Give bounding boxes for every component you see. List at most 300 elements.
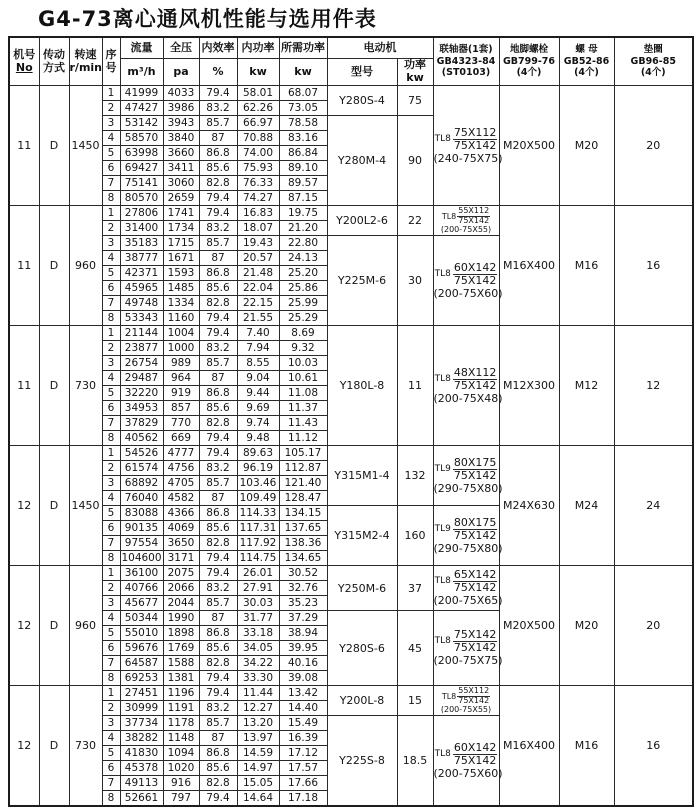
cell-power: 22.15 (237, 296, 279, 311)
cell-anchor-bolt: M16X400 (499, 206, 559, 326)
cell-flow: 69427 (120, 161, 163, 176)
cell-seq: 3 (102, 596, 120, 611)
cell-power: 7.40 (237, 326, 279, 341)
cell-power: 114.75 (237, 551, 279, 566)
cell-efficiency: 87 (199, 731, 237, 746)
cell-power: 9.69 (237, 401, 279, 416)
cell-motor-model: Y280S-6 (327, 611, 397, 686)
scanned-document-page (0, 3, 700, 804)
col-header-flow: 流量 (120, 37, 163, 59)
cell-efficiency: 85.7 (199, 116, 237, 131)
cell-required-power: 25.20 (279, 266, 327, 281)
coupling-upper-size: 75X142 (453, 628, 497, 642)
cell-power: 14.64 (237, 791, 279, 807)
cell-efficiency: 79.4 (199, 431, 237, 446)
coupling-type: TL8 (434, 373, 451, 384)
cell-required-power: 16.39 (279, 731, 327, 746)
fan-data-row (9, 86, 693, 101)
cell-seq: 2 (102, 581, 120, 596)
cell-machine-no: 12 (9, 566, 39, 686)
cell-flow: 50344 (120, 611, 163, 626)
cell-pressure: 1734 (163, 221, 199, 236)
cell-flow: 69253 (120, 671, 163, 686)
cell-flow: 45677 (120, 596, 163, 611)
cell-required-power: 78.58 (279, 116, 327, 131)
cell-nut: M12 (559, 326, 614, 446)
cell-flow: 40766 (120, 581, 163, 596)
coupling-note: (200-75X48) (433, 391, 503, 405)
cell-power: 18.07 (237, 221, 279, 236)
cell-pressure: 1000 (163, 341, 199, 356)
cell-power: 11.44 (237, 686, 279, 701)
cell-machine-no: 11 (9, 86, 39, 206)
cell-required-power: 19.75 (279, 206, 327, 221)
cell-seq: 2 (102, 461, 120, 476)
cell-power: 15.05 (237, 776, 279, 791)
cell-pressure: 1898 (163, 626, 199, 641)
cell-flow: 58570 (120, 131, 163, 146)
cell-seq: 2 (102, 221, 120, 236)
cell-required-power: 9.32 (279, 341, 327, 356)
cell-seq: 7 (102, 296, 120, 311)
cell-required-power: 37.29 (279, 611, 327, 626)
col-header-power-unit: kw (237, 59, 279, 86)
cell-efficiency: 79.4 (199, 566, 237, 581)
cell-pressure: 916 (163, 776, 199, 791)
cell-power: 8.55 (237, 356, 279, 371)
col-header-flow-unit: m³/h (120, 59, 163, 86)
cell-motor-model: Y280M-4 (327, 116, 397, 206)
cell-motor-power: 30 (397, 236, 433, 326)
cell-efficiency: 83.2 (199, 701, 237, 716)
cell-flow: 27451 (120, 686, 163, 701)
cell-seq: 6 (102, 401, 120, 416)
cell-efficiency: 82.8 (199, 416, 237, 431)
cell-seq: 4 (102, 731, 120, 746)
cell-power: 9.04 (237, 371, 279, 386)
cell-efficiency: 82.8 (199, 536, 237, 551)
cell-motor-power: 160 (397, 506, 433, 566)
cell-motor-power: 22 (397, 206, 433, 236)
cell-flow: 55010 (120, 626, 163, 641)
cell-required-power: 25.86 (279, 281, 327, 296)
cell-efficiency: 79.4 (199, 671, 237, 686)
cell-required-power: 86.84 (279, 146, 327, 161)
cell-efficiency: 86.8 (199, 746, 237, 761)
cell-flow: 41999 (120, 86, 163, 101)
cell-flow: 53343 (120, 311, 163, 326)
cell-required-power: 89.57 (279, 176, 327, 191)
cell-pressure: 1191 (163, 701, 199, 716)
cell-pressure: 3840 (163, 131, 199, 146)
cell-flow: 38777 (120, 251, 163, 266)
cell-pressure: 1004 (163, 326, 199, 341)
coupling-type: TL8 (441, 691, 457, 701)
cell-seq: 3 (102, 116, 120, 131)
cell-pressure: 1671 (163, 251, 199, 266)
cell-flow: 30999 (120, 701, 163, 716)
cell-pressure: 3660 (163, 146, 199, 161)
cell-required-power: 40.16 (279, 656, 327, 671)
cell-drive-mode: D (39, 446, 69, 566)
cell-nut: M16 (559, 206, 614, 326)
cell-seq: 7 (102, 416, 120, 431)
cell-efficiency: 83.2 (199, 101, 237, 116)
cell-power: 34.05 (237, 641, 279, 656)
cell-power: 34.22 (237, 656, 279, 671)
cell-efficiency: 85.6 (199, 161, 237, 176)
coupling-type: TL8 (441, 211, 457, 221)
cell-efficiency: 86.8 (199, 506, 237, 521)
cell-power: 7.94 (237, 341, 279, 356)
cell-power: 70.88 (237, 131, 279, 146)
cell-required-power: 68.07 (279, 86, 327, 101)
col-header-required-power-unit: kw (279, 59, 327, 86)
cell-pressure: 4069 (163, 521, 199, 536)
cell-seq: 5 (102, 386, 120, 401)
header-row-1 (9, 37, 693, 59)
cell-flow: 36100 (120, 566, 163, 581)
coupling-type: TL8 (434, 576, 451, 586)
col-header-efficiency-unit: % (199, 59, 237, 86)
coupling-type: TL8 (434, 133, 451, 144)
cell-seq: 2 (102, 101, 120, 116)
cell-seq: 1 (102, 326, 120, 341)
cell-power: 74.27 (237, 191, 279, 206)
coupling-note: (200-75X65) (433, 594, 503, 608)
cell-speed: 730 (69, 326, 102, 446)
cell-required-power: 11.43 (279, 416, 327, 431)
cell-efficiency: 79.4 (199, 191, 237, 206)
cell-required-power: 17.12 (279, 746, 327, 761)
cell-pressure: 2659 (163, 191, 199, 206)
col-header-pressure-unit: pa (163, 59, 199, 86)
cell-efficiency: 87 (199, 611, 237, 626)
coupling-lower-size: 75X142 (453, 753, 497, 767)
fan-table-body (9, 86, 693, 807)
cell-seq: 7 (102, 176, 120, 191)
col-header-pressure: 全压 (163, 37, 199, 59)
cell-seq: 5 (102, 746, 120, 761)
cell-required-power: 38.94 (279, 626, 327, 641)
cell-required-power: 30.52 (279, 566, 327, 581)
cell-efficiency: 79.4 (199, 686, 237, 701)
cell-seq: 8 (102, 191, 120, 206)
cell-efficiency: 86.8 (199, 266, 237, 281)
col-header-machine-no: 机号 No (9, 37, 39, 86)
cell-flow: 21144 (120, 326, 163, 341)
cell-required-power: 11.08 (279, 386, 327, 401)
coupling-note: (200-75X55) (440, 225, 492, 234)
cell-efficiency: 82.8 (199, 176, 237, 191)
cell-flow: 47427 (120, 101, 163, 116)
cell-flow: 37829 (120, 416, 163, 431)
cell-required-power: 24.13 (279, 251, 327, 266)
coupling-upper-size: 75X112 (453, 125, 497, 139)
cell-efficiency: 85.7 (199, 476, 237, 491)
cell-motor-power: 45 (397, 611, 433, 686)
cell-power: 22.04 (237, 281, 279, 296)
coupling-upper-size: 55X112 (458, 686, 490, 696)
cell-flow: 104600 (121, 551, 162, 564)
fan-data-row (9, 566, 693, 581)
cell-power: 33.30 (237, 671, 279, 686)
cell-efficiency: 79.4 (199, 446, 237, 461)
cell-washer: 24 (614, 446, 693, 566)
cell-required-power: 14.40 (279, 701, 327, 716)
cell-efficiency: 87 (199, 131, 237, 146)
cell-pressure: 1148 (163, 731, 199, 746)
cell-required-power: 134.65 (279, 551, 327, 566)
cell-seq: 1 (102, 566, 120, 581)
cell-nut: M24 (559, 446, 614, 566)
cell-flow: 53142 (120, 116, 163, 131)
cell-drive-mode: D (39, 566, 69, 686)
cell-required-power: 25.29 (279, 311, 327, 326)
cell-power: 96.19 (237, 461, 279, 476)
coupling-note: (290-75X80) (433, 481, 503, 495)
cell-efficiency: 86.8 (199, 146, 237, 161)
cell-coupling (433, 236, 503, 326)
cell-motor-power: 18.5 (397, 716, 433, 807)
cell-power: 117.31 (237, 521, 279, 536)
cell-power: 76.33 (237, 176, 279, 191)
cell-required-power: 22.80 (279, 236, 327, 251)
cell-coupling (433, 506, 503, 566)
cell-machine-no: 11 (9, 326, 39, 446)
cell-efficiency: 82.8 (199, 656, 237, 671)
cell-seq: 8 (102, 311, 120, 326)
cell-pressure: 4705 (163, 476, 199, 491)
col-header-motor-model: 型号 (327, 59, 397, 86)
cell-required-power: 121.40 (279, 476, 327, 491)
col-header-efficiency: 内效率 (199, 37, 237, 59)
cell-power: 16.83 (237, 206, 279, 221)
cell-motor-power: 132 (397, 446, 433, 506)
cell-required-power: 105.17 (279, 446, 327, 461)
cell-efficiency: 79.4 (199, 326, 237, 341)
coupling-upper-size: 60X142 (453, 740, 497, 754)
cell-efficiency: 82.8 (199, 776, 237, 791)
coupling-upper-size: 80X175 (453, 515, 497, 529)
fan-data-row (9, 326, 693, 341)
cell-pressure: 3943 (163, 116, 199, 131)
cell-required-power: 138.36 (279, 536, 327, 551)
cell-machine-no: 11 (9, 206, 39, 326)
cell-flow: 61574 (120, 461, 163, 476)
coupling-upper-size: 48X112 (453, 365, 497, 379)
cell-efficiency: 85.6 (199, 761, 237, 776)
cell-flow: 31400 (120, 221, 163, 236)
cell-flow: 34953 (120, 401, 163, 416)
cell-efficiency: 79.4 (199, 311, 237, 326)
cell-seq: 2 (102, 341, 120, 356)
cell-pressure: 3650 (163, 536, 199, 551)
cell-flow: 80570 (120, 191, 163, 206)
cell-coupling (433, 446, 503, 506)
cell-washer: 20 (614, 566, 693, 686)
col-header-coupling: 联轴器(1套) GB4323-84 (ST0103) (433, 37, 499, 86)
cell-seq: 1 (102, 206, 120, 221)
cell-required-power: 13.42 (279, 686, 327, 701)
cell-power: 58.01 (237, 86, 279, 101)
cell-power: 103.46 (237, 476, 279, 491)
coupling-lower-size: 75X142 (453, 528, 497, 542)
cell-flow: 29487 (120, 371, 163, 386)
cell-power: 9.44 (237, 386, 279, 401)
cell-seq: 3 (102, 476, 120, 491)
cell-flow: 26754 (120, 356, 163, 371)
cell-anchor-bolt: M24X630 (499, 446, 559, 566)
coupling-upper-size: 65X142 (453, 568, 497, 582)
coupling-note: (200-75X60) (433, 286, 503, 300)
cell-washer: 16 (614, 206, 693, 326)
cell-drive-mode: D (39, 206, 69, 326)
cell-coupling (433, 686, 499, 716)
coupling-note: (200-75X60) (433, 766, 503, 780)
cell-flow: 59676 (120, 641, 163, 656)
cell-required-power: 10.03 (279, 356, 327, 371)
cell-seq: 5 (102, 146, 120, 161)
cell-pressure: 1741 (163, 206, 199, 221)
cell-flow: 76040 (120, 491, 163, 506)
cell-power: 20.57 (237, 251, 279, 266)
cell-washer: 16 (614, 686, 693, 807)
cell-efficiency: 86.8 (199, 626, 237, 641)
cell-anchor-bolt: M20X500 (499, 86, 559, 206)
cell-required-power: 21.20 (279, 221, 327, 236)
cell-pressure: 1990 (163, 611, 199, 626)
cell-efficiency: 83.2 (199, 461, 237, 476)
cell-required-power: 25.99 (279, 296, 327, 311)
cell-motor-model: Y200L2-6 (327, 206, 397, 236)
cell-flow: 32220 (120, 386, 163, 401)
coupling-note: (290-75X80) (433, 541, 503, 555)
cell-efficiency: 85.7 (199, 356, 237, 371)
cell-flow: 64587 (120, 656, 163, 671)
cell-power: 114.33 (237, 506, 279, 521)
coupling-type: TL8 (434, 636, 451, 646)
cell-efficiency: 86.8 (199, 386, 237, 401)
cell-required-power: 89.10 (279, 161, 327, 176)
col-header-washer: 垫圈 GB96-85 (4个) (614, 37, 693, 86)
cell-drive-mode: D (39, 686, 69, 807)
cell-seq: 7 (102, 656, 120, 671)
cell-power: 19.43 (237, 236, 279, 251)
cell-required-power: 11.12 (279, 431, 327, 446)
col-header-anchor-bolt: 地脚螺栓 GB799-76 (4个) (499, 37, 559, 86)
cell-pressure: 770 (163, 416, 199, 431)
cell-flow: 27806 (120, 206, 163, 221)
cell-power: 21.55 (237, 311, 279, 326)
cell-seq: 8 (102, 431, 120, 446)
cell-seq: 4 (102, 251, 120, 266)
cell-required-power: 35.23 (279, 596, 327, 611)
cell-seq: 8 (102, 551, 120, 566)
cell-required-power: 8.69 (279, 326, 327, 341)
cell-motor-power: 37 (397, 566, 433, 611)
cell-flow: 42371 (120, 266, 163, 281)
cell-flow: 54526 (120, 446, 163, 461)
cell-pressure: 1593 (163, 266, 199, 281)
cell-nut: M16 (559, 686, 614, 807)
cell-speed: 730 (69, 686, 102, 807)
cell-flow: 68892 (120, 476, 163, 491)
cell-nut: M20 (559, 86, 614, 206)
coupling-lower-size: 75X142 (453, 273, 497, 287)
cell-drive-mode: D (39, 326, 69, 446)
cell-seq: 4 (102, 131, 120, 146)
cell-power: 109.49 (237, 491, 279, 506)
cell-speed: 960 (69, 566, 102, 686)
cell-efficiency: 85.6 (199, 521, 237, 536)
col-header-drive-mode: 传动 方式 (39, 37, 69, 86)
cell-motor-model: Y225M-6 (327, 236, 397, 326)
cell-seq: 4 (102, 371, 120, 386)
cell-power: 27.91 (237, 581, 279, 596)
cell-power: 9.74 (237, 416, 279, 431)
cell-seq: 5 (102, 626, 120, 641)
coupling-lower-size: 75X142 (453, 641, 497, 655)
cell-washer: 20 (614, 86, 693, 206)
cell-flow: 90135 (120, 521, 163, 536)
cell-coupling (433, 326, 503, 446)
cell-pressure: 2044 (163, 596, 199, 611)
cell-efficiency: 79.4 (199, 551, 237, 566)
cell-pressure: 857 (163, 401, 199, 416)
cell-required-power: 32.76 (279, 581, 327, 596)
cell-seq: 7 (102, 536, 120, 551)
cell-motor-model: Y280S-4 (327, 86, 397, 116)
cell-flow: 45378 (120, 761, 163, 776)
cell-pressure: 2075 (163, 566, 199, 581)
col-header-required-power: 所需功率 (279, 37, 327, 59)
cell-seq: 5 (102, 266, 120, 281)
cell-seq: 6 (102, 161, 120, 176)
coupling-lower-size: 75X142 (453, 138, 497, 152)
cell-power: 26.01 (237, 566, 279, 581)
cell-pressure: 4582 (163, 491, 199, 506)
cell-efficiency: 85.7 (199, 596, 237, 611)
cell-machine-no: 12 (9, 446, 39, 566)
cell-motor-model: Y315M1-4 (327, 446, 397, 506)
coupling-upper-size: 60X142 (453, 260, 497, 274)
cell-anchor-bolt: M12X300 (499, 326, 559, 446)
cell-power: 13.97 (237, 731, 279, 746)
cell-pressure: 4756 (163, 461, 199, 476)
cell-required-power: 112.87 (279, 461, 327, 476)
cell-efficiency: 85.6 (199, 401, 237, 416)
cell-pressure: 3411 (163, 161, 199, 176)
cell-required-power: 87.15 (279, 191, 327, 206)
cell-motor-model: Y180L-8 (327, 326, 397, 446)
cell-pressure: 1196 (163, 686, 199, 701)
cell-power: 75.93 (237, 161, 279, 176)
coupling-upper-size: 55X112 (458, 206, 490, 216)
cell-coupling (433, 611, 503, 686)
coupling-type: TL8 (434, 268, 451, 279)
cell-pressure: 964 (163, 371, 199, 386)
cell-power: 74.00 (237, 146, 279, 161)
coupling-type: TL9 (434, 523, 451, 534)
cell-pressure: 1485 (163, 281, 199, 296)
cell-seq: 2 (102, 701, 120, 716)
cell-flow: 37734 (120, 716, 163, 731)
cell-required-power: 11.37 (279, 401, 327, 416)
cell-power: 12.27 (237, 701, 279, 716)
cell-power: 14.97 (237, 761, 279, 776)
cell-pressure: 1769 (163, 641, 199, 656)
